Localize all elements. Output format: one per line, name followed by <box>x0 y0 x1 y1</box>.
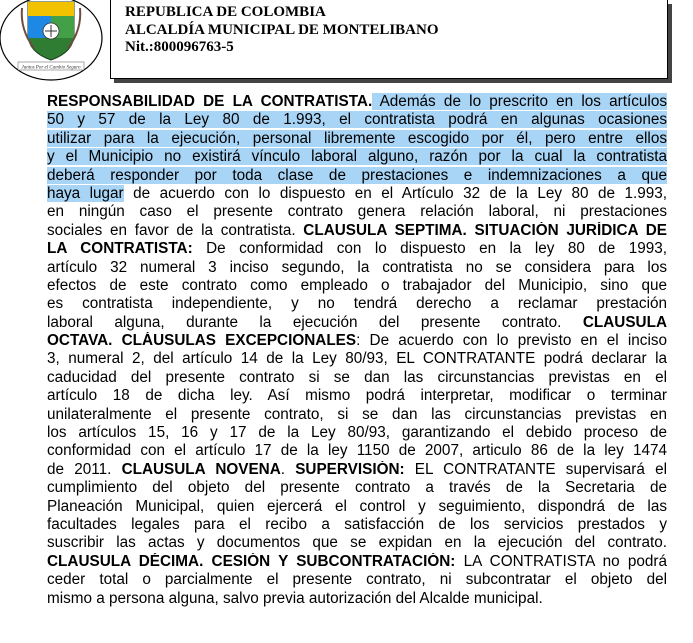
text-line <box>47 350 667 368</box>
text-run: facultades legales para el recibo a satisfacción de los servicios prestados y <box>47 515 667 533</box>
text-run: unilateralmente el presente contrato, si se dan las circunstancias previstas en <box>47 405 667 423</box>
clause-heading: CLAUSULA NOVENA <box>121 460 281 478</box>
text-line <box>47 461 667 479</box>
text-run: De conformidad con lo dispuesto en la ley 80 de 1993, <box>192 240 667 258</box>
highlighted-text: utilizar para la ejecución, personal libremente escogido por él, pero entre ellos <box>47 129 667 147</box>
text-line <box>47 148 667 166</box>
highlighted-text: haya lugar <box>47 184 124 202</box>
text-run: EL CONTRATANTE supervisará el <box>404 460 667 478</box>
clause-heading: CLAUSULA DÉCIMA. CESIÓN Y SUBCONTRATACIÓN: <box>47 552 456 570</box>
text-run: artículo 32 numeral 3 inciso segundo, la contratista no se considera para los <box>47 258 667 276</box>
text-run: 3, numeral 2, del artículo 14 de la Ley 80/93, EL CONTRATANTE podrá declarar la <box>47 350 667 368</box>
seal-motto: Juntos Por el Cambio Seguro <box>21 65 81 71</box>
text-run: de acuerdo con lo dispuesto en el Artículo 32 de la Ley 80 de 1.993, <box>123 184 667 202</box>
text-run: de 2011. <box>47 460 122 478</box>
clause-heading: SUPERVISIÓN: <box>295 460 405 478</box>
text-run: . <box>280 460 296 478</box>
text-line <box>47 479 667 497</box>
contract-body <box>47 93 667 608</box>
text-run: LA CONTRATISTA no podrá <box>455 552 667 570</box>
text-line <box>47 259 667 277</box>
clause-heading: OCTAVA. CLÁUSULAS EXCEPCIONALES <box>47 332 357 350</box>
text-run: los artículos 15, 16 y 17 de la Ley 80/93, garantizando el debido proceso de <box>47 424 667 442</box>
text-run: cumplimiento del objeto del presente contrato a través de la Secretaria de <box>47 479 667 497</box>
text-line <box>47 406 667 424</box>
text-line <box>47 332 667 350</box>
text-run: artículo 18 de dicha ley. Así mismo podrá interpretar, modificar o terminar <box>47 387 667 405</box>
text-line <box>47 93 667 111</box>
highlighted-text: y el Municipio no existirá vínculo laboral alguno, razón por la cual la contratista <box>47 148 667 166</box>
text-run: laboral alguna, durante la ejecución del presente contrato. <box>47 313 583 331</box>
text-line <box>47 295 667 313</box>
text-line <box>47 553 667 571</box>
text-line <box>47 222 667 240</box>
text-run: mismo a persona alguna, salvo previa autorización del Alcalde municipal. <box>47 589 543 607</box>
text-line <box>47 498 667 516</box>
text-line <box>47 516 667 534</box>
text-line <box>47 203 667 221</box>
nit-line: Nit.:800096763-5 <box>125 39 234 55</box>
text-line <box>47 314 667 332</box>
highlighted-text: 50 y 57 de la Ley 80 de 1.993, el contratista podrá en algunas ocasiones <box>47 111 667 129</box>
text-line <box>47 534 667 552</box>
text-run: suscribir las actas y documentos que se expidan en la ejecución del contrato. <box>47 534 667 552</box>
text-line <box>47 424 667 442</box>
text-run: caducidad del presente contrato si se dan las circunstancias previstas en el <box>47 368 667 386</box>
clause-heading: RESPONSABILIDAD DE LA CONTRATISTA. <box>47 93 373 110</box>
letterhead-box <box>110 0 668 79</box>
text-run: : De acuerdo con lo previsto en el inciso <box>356 332 667 350</box>
text-run: ceder total o parcialmente el presente contrato, ni subcontratar el objeto del <box>47 571 667 589</box>
text-run: sociales en favor de la contratista. <box>47 221 304 239</box>
text-run: en ningún caso el presente contrato genera relación laboral, ni prestaciones <box>47 203 667 221</box>
text-run: conformidad con el artículo 17 de la ley 1150 de 2007, articulo 86 de la ley 1474 <box>47 442 667 460</box>
clause-heading: CLAUSULA <box>582 313 667 331</box>
municipal-seal <box>0 0 104 82</box>
text-run: Planeación Municipal, quien ejercerá el control y seguimiento, dispondrá de las <box>47 497 667 515</box>
text-line <box>47 185 667 203</box>
text-line <box>47 277 667 295</box>
text-line <box>47 590 667 608</box>
text-line <box>47 167 667 185</box>
country-line: REPUBLICA DE COLOMBIA <box>125 4 326 20</box>
text-line <box>47 442 667 460</box>
letterhead-text <box>125 4 439 57</box>
text-run: es contratista independiente, y no tendrá derecho a reclamar prestación <box>47 295 667 313</box>
text-line <box>47 387 667 405</box>
text-line <box>47 571 667 589</box>
text-run: efectos de este contrato como empleado o trabajador del Municipio, sino que <box>47 276 667 294</box>
text-line <box>47 240 667 258</box>
clause-heading: LA CONTRATISTA: <box>47 240 193 258</box>
municipality-line: ALCALDÍA MUNICIPAL DE MONTELIBANO <box>125 21 439 38</box>
text-line <box>47 369 667 387</box>
clause-heading: CLAUSULA SEPTIMA. SITUACIÓN JURÍDICA DE <box>303 221 667 239</box>
highlighted-text: Además de lo prescrito en los artículos <box>372 93 667 110</box>
text-line <box>47 130 667 148</box>
highlighted-text: deberá responder por toda clase de prestaciones e indemnizaciones a que <box>47 166 667 184</box>
text-line <box>47 111 667 129</box>
